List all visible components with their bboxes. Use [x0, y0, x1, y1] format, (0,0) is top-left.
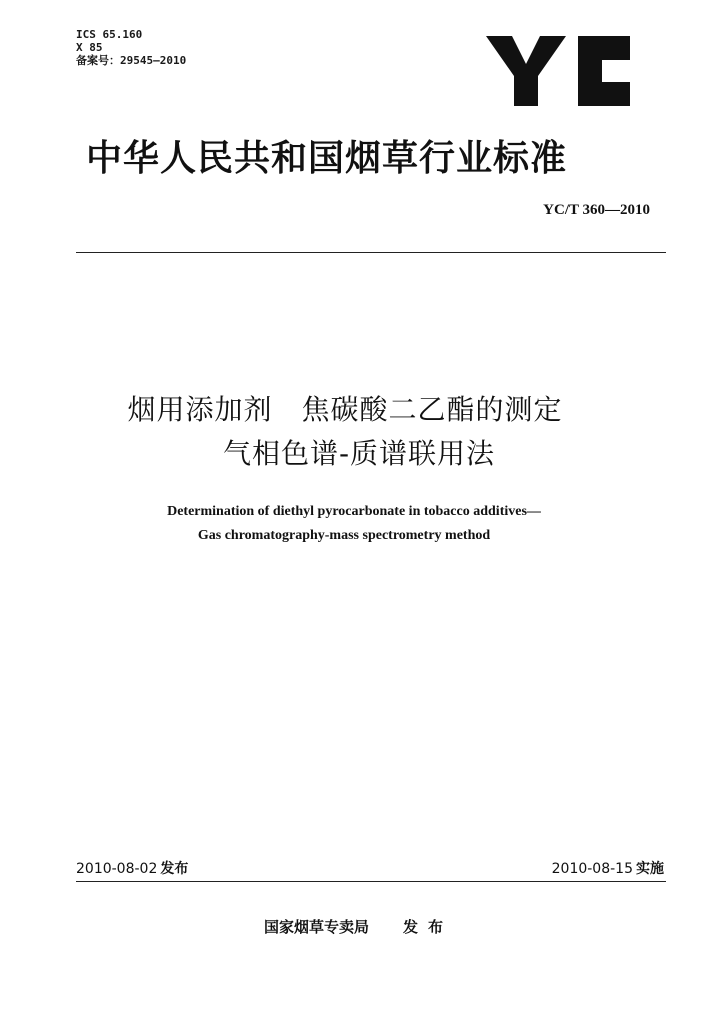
- bottom-divider: [76, 881, 666, 882]
- standard-code: YC/T 360—2010: [543, 202, 650, 218]
- issue-date-block: [76, 858, 188, 878]
- header-meta: [76, 28, 186, 67]
- yc-logo: [486, 30, 636, 110]
- implement-date-block: [552, 858, 664, 878]
- issue-date: 2010-08-02: [76, 861, 158, 877]
- english-title-line-1: Determination of diethyl pyrocarbonate in tobacco additives—: [167, 504, 541, 519]
- standard-name: 中华人民共和国烟草行业标准: [86, 138, 568, 179]
- implement-date: 2010-08-15: [551, 861, 633, 877]
- english-title-line-2: Gas chromatography-mass spectrometry method: [197, 528, 491, 543]
- chinese-title: [0, 388, 718, 476]
- issuer-label: 发布: [403, 918, 454, 936]
- ics-code: ICS 65.160: [76, 28, 143, 41]
- chinese-title-line-1: 烟用添加剂 焦碳酸二乙酯的测定: [127, 393, 563, 426]
- classification-code: X 85: [76, 41, 103, 54]
- implement-label: 实施: [636, 861, 664, 877]
- top-divider: [76, 252, 666, 253]
- issuer-block: [264, 916, 453, 937]
- english-title: [0, 500, 718, 548]
- issuer-name: 国家烟草专卖局: [264, 918, 370, 936]
- issue-label: 发布: [160, 861, 189, 877]
- chinese-title-line-2: 气相色谱-质谱联用法: [222, 437, 496, 470]
- filing-number: 备案号：29545—2010: [76, 54, 187, 67]
